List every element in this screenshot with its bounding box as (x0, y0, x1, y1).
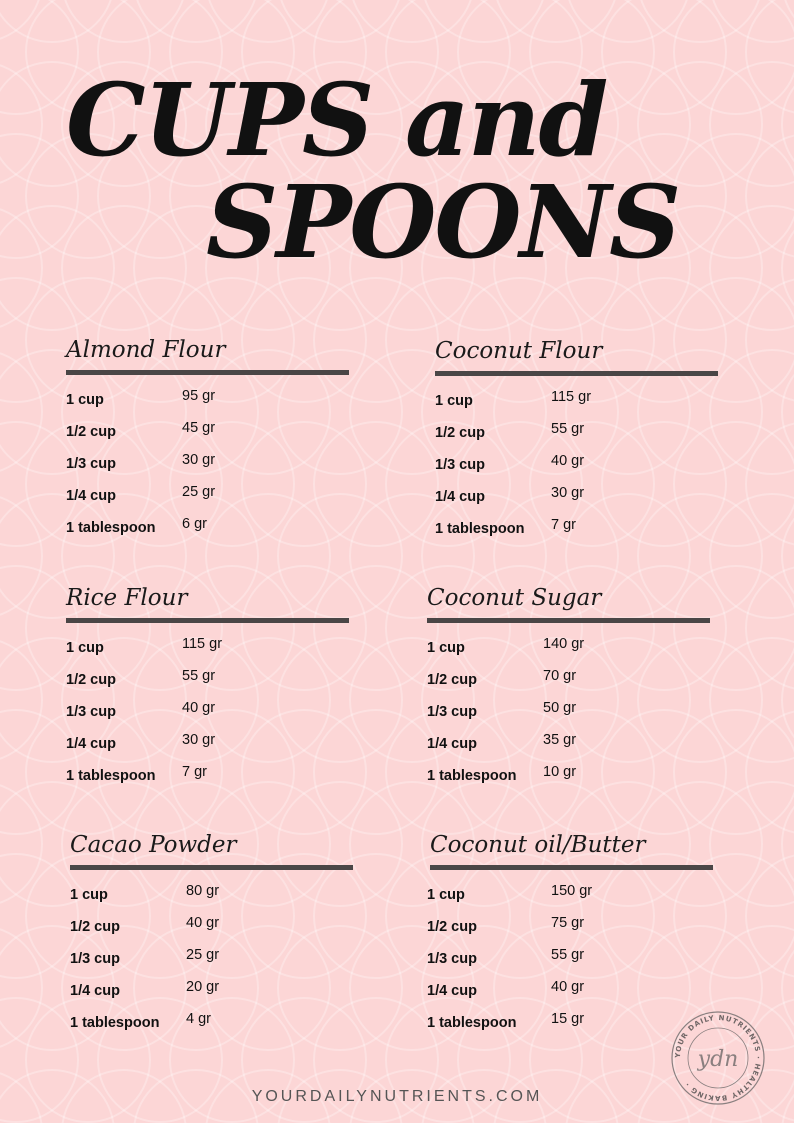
measure-label: 1 tablespoon (70, 1015, 160, 1031)
weight-value: 25 gr (182, 484, 216, 500)
section-divider (430, 865, 713, 870)
table-row (66, 698, 356, 730)
measure-label: 1/3 cup (70, 951, 120, 967)
weight-value: 40 gr (186, 915, 220, 931)
table-row (70, 1009, 360, 1041)
measure-label: 1/3 cup (435, 457, 485, 473)
svg-text:ydn: ydn (697, 1047, 739, 1072)
weight-value: 25 gr (186, 947, 220, 963)
measure-label: 1/2 cup (435, 425, 485, 441)
measure-label: 1/2 cup (66, 672, 116, 688)
table-row (427, 913, 720, 945)
table-row (66, 730, 356, 762)
section-coconut-sugar (427, 583, 717, 794)
measure-label: 1 cup (70, 887, 108, 903)
measure-label: 1 cup (427, 640, 465, 656)
weight-value: 30 gr (182, 732, 216, 748)
table-row (66, 514, 356, 546)
weight-value: 50 gr (543, 700, 577, 716)
measure-label: 1 cup (427, 887, 465, 903)
weight-value: 150 gr (551, 883, 593, 899)
table-row (66, 634, 356, 666)
measure-label: 1/4 cup (427, 736, 477, 752)
table-row (70, 881, 360, 913)
table-row (435, 515, 725, 547)
section-title: Almond Flour (66, 337, 226, 363)
section-divider (427, 618, 710, 623)
table-row (435, 483, 725, 515)
measure-label: 1/2 cup (427, 919, 477, 935)
weight-value: 80 gr (186, 883, 220, 899)
section-divider (70, 865, 353, 870)
section-coconut-flour (435, 336, 725, 547)
section-cacao-powder (70, 830, 360, 1041)
ydn-logo-seal (668, 1008, 768, 1108)
measure-label: 1 tablespoon (66, 520, 156, 536)
weight-value: 55 gr (551, 947, 585, 963)
table-row (66, 482, 356, 514)
weight-value: 95 gr (182, 388, 216, 404)
weight-value: 35 gr (543, 732, 577, 748)
weight-value: 75 gr (551, 915, 585, 931)
measure-label: 1 cup (66, 392, 104, 408)
section-title: Cacao Powder (70, 832, 237, 858)
weight-value: 10 gr (543, 764, 577, 780)
table-row (427, 730, 717, 762)
measure-label: 1/4 cup (435, 489, 485, 505)
section-title: Coconut oil/Butter (430, 832, 646, 858)
measure-label: 1/3 cup (427, 951, 477, 967)
measure-label: 1 tablespoon (427, 768, 517, 784)
weight-value: 45 gr (182, 420, 216, 436)
section-divider (435, 371, 718, 376)
weight-value: 55 gr (551, 421, 585, 437)
table-row (66, 386, 356, 418)
table-row (66, 418, 356, 450)
measure-label: 1/2 cup (427, 672, 477, 688)
weight-value: 140 gr (543, 636, 585, 652)
measure-label: 1/4 cup (427, 983, 477, 999)
weight-value: 20 gr (186, 979, 220, 995)
table-row (427, 881, 720, 913)
measure-label: 1/4 cup (66, 488, 116, 504)
measure-label: 1/3 cup (66, 704, 116, 720)
table-row (435, 387, 725, 419)
measure-label: 1 cup (435, 393, 473, 409)
measure-label: 1/4 cup (66, 736, 116, 752)
weight-value: 115 gr (551, 389, 592, 405)
table-row (427, 666, 717, 698)
weight-value: 6 gr (182, 516, 207, 532)
measure-label: 1/3 cup (427, 704, 477, 720)
measure-label: 1/4 cup (70, 983, 120, 999)
page-title-line-1: CUPS and (66, 61, 607, 179)
weight-value: 40 gr (551, 453, 585, 469)
measure-label: 1 tablespoon (66, 768, 156, 784)
section-divider (66, 370, 349, 375)
measure-label: 1/2 cup (66, 424, 116, 440)
section-title: Coconut Sugar (427, 585, 602, 611)
section-almond-flour (66, 335, 356, 546)
table-row (427, 945, 720, 977)
weight-value: 40 gr (551, 979, 585, 995)
weight-value: 7 gr (551, 517, 576, 533)
measure-label: 1 cup (66, 640, 104, 656)
table-row (70, 977, 360, 1009)
table-row (66, 762, 356, 794)
section-title: Rice Flour (66, 585, 188, 611)
table-row (70, 913, 360, 945)
weight-value: 70 gr (543, 668, 577, 684)
table-row (66, 666, 356, 698)
table-row (435, 451, 725, 483)
footer-website[interactable]: YOURDAILYNUTRIENTS.COM (251, 1088, 543, 1105)
section-divider (66, 618, 349, 623)
table-row (427, 634, 717, 666)
table-row (70, 945, 360, 977)
section-rice-flour (66, 583, 356, 794)
weight-value: 30 gr (551, 485, 585, 501)
weight-value: 40 gr (182, 700, 216, 716)
measure-label: 1/3 cup (66, 456, 116, 472)
table-row (427, 698, 717, 730)
measure-label: 1/2 cup (70, 919, 120, 935)
weight-value: 4 gr (186, 1011, 211, 1027)
table-row (427, 977, 720, 1009)
weight-value: 15 gr (551, 1011, 585, 1027)
table-row (66, 450, 356, 482)
weight-value: 115 gr (182, 636, 223, 652)
weight-value: 55 gr (182, 668, 216, 684)
svg-text:YOUR DAILY NUTRIENTS · HEALTHY: YOUR DAILY NUTRIENTS · HEALTHY BAKING · (673, 1013, 763, 1103)
table-row (435, 419, 725, 451)
weight-value: 30 gr (182, 452, 216, 468)
measure-label: 1 tablespoon (435, 521, 525, 537)
section-title: Coconut Flour (435, 338, 603, 364)
measure-label: 1 tablespoon (427, 1015, 517, 1031)
weight-value: 7 gr (182, 764, 207, 780)
table-row (427, 762, 717, 794)
page-title-line-2: SPOONS (206, 163, 680, 281)
